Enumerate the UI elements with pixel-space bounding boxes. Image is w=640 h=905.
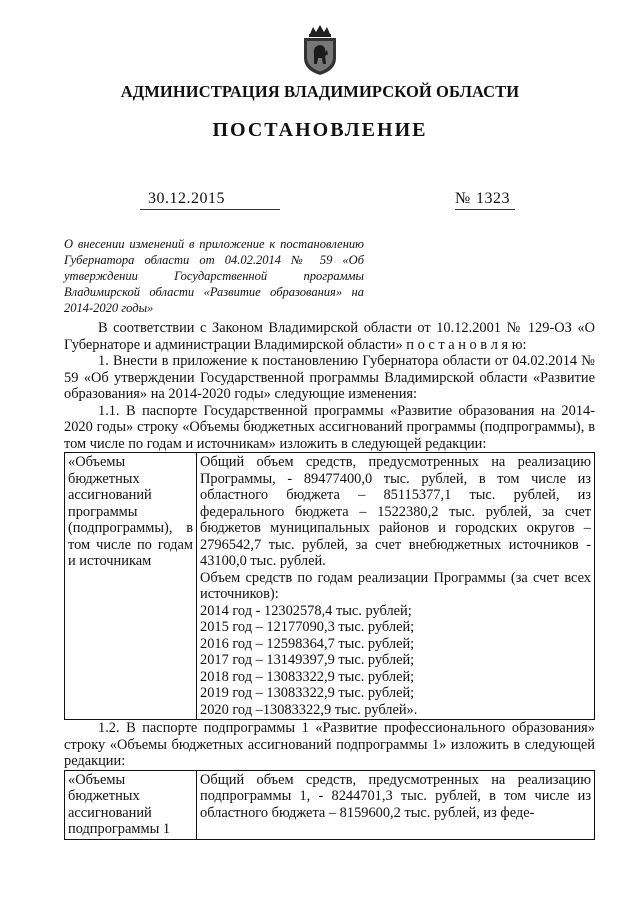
year-line: 2020 год –13083322,9 тыс. рублей». <box>200 701 418 718</box>
document-type-title: ПОСТАНОВЛЕНИЕ <box>212 119 428 141</box>
year-line: 2018 год – 13083322,9 тыс. рублей; <box>200 668 415 685</box>
number-underline <box>455 209 515 210</box>
table-cell-label: «Объемы бюджетных ассигнований программы (подпрограммы), в том числе по годам и источникам <box>65 453 197 720</box>
table-cell-value: Общий объем средств, предусмотренных на реализацию подпрограммы 1, - 8244701,3 тыс. рублей, в том числе из областного бюджета – 8159600,2 тыс. рублей, из феде- <box>197 770 595 839</box>
item-1-paragraph: 1. Внести в приложение к постановлению Губернатора области от 04.02.2014 № 59 «Об утверждении Государственной программы Владимирской области «Развитие образования» на 2014-2020 годы» следующие изменения: <box>64 353 595 402</box>
table-cell-value <box>197 453 595 720</box>
document-date: 30.12.2015 <box>148 190 225 207</box>
year-line: 2015 год – 12177090,3 тыс. рублей; <box>200 619 415 635</box>
date-underline <box>140 209 280 210</box>
funding-total-text: Общий объем средств, предусмотренных на реализацию Программы, - 89477400,0 тыс. рублей, в том числе из областного бюджета – 85115377,1 тыс. рублей, из федерального бюджета – 1522380,2 тыс. рублей, за счет бюджетов муниципальных районов и городских округов – 2796542,7 тыс. рублей, за счет внебюджетных источников - 43100,0 тыс. рублей. <box>200 454 591 569</box>
organization-title: АДМИНИСТРАЦИЯ ВЛАДИМИРСКОЙ ОБЛАСТИ <box>120 82 520 101</box>
item-1-1-paragraph: 1.1. В паспорте Государственной программы «Развитие образования на 2014-2020 годы» строку «Объемы бюджетных ассигнований программы (подпрограммы), в том числе по годам и источникам» изложить в следующей редакции: <box>64 402 595 452</box>
year-line: 2014 год - 12302578,4 тыс. рублей; <box>200 602 412 619</box>
subprogram-funding-table <box>64 770 595 840</box>
vladimir-coat-of-arms-icon <box>298 24 342 76</box>
table-cell-label: «Объемы бюджетных ассигнований подпрограммы 1 <box>65 770 197 839</box>
funding-years-intro: Объем средств по годам реализации Программы (за счет всех источников): <box>200 569 591 602</box>
preamble-paragraph: В соответствии с Законом Владимирской области от 10.12.2001 № 129-ОЗ «О Губернаторе и администрации Владимирской области» п о с т а н о в л я ю: <box>64 320 595 353</box>
table-row <box>65 453 595 720</box>
document-body <box>64 320 595 840</box>
document-number: 1323 <box>476 190 510 207</box>
item-1-2-paragraph: 1.2. В паспорте подпрограммы 1 «Развитие профессионального образования» строку «Объемы бюджетных ассигнований подпрограммы 1» изложить в следующей редакции: <box>64 720 595 769</box>
number-label: № <box>455 190 471 207</box>
table-row <box>65 770 595 839</box>
year-line: 2019 год – 13083322,9 тыс. рублей; <box>200 685 415 701</box>
document-subject: О внесении изменений в приложение к постановлению Губернатора области от 04.02.2014 № 59 «Об утверждении Государственной программы Владимирской области «Развитие образования» на 2014-2020 годы» <box>64 237 364 315</box>
year-line: 2016 год – 12598364,7 тыс. рублей; <box>200 635 415 652</box>
program-funding-table <box>64 452 595 720</box>
year-line: 2017 год – 13149397,9 тыс. рублей; <box>200 652 415 668</box>
